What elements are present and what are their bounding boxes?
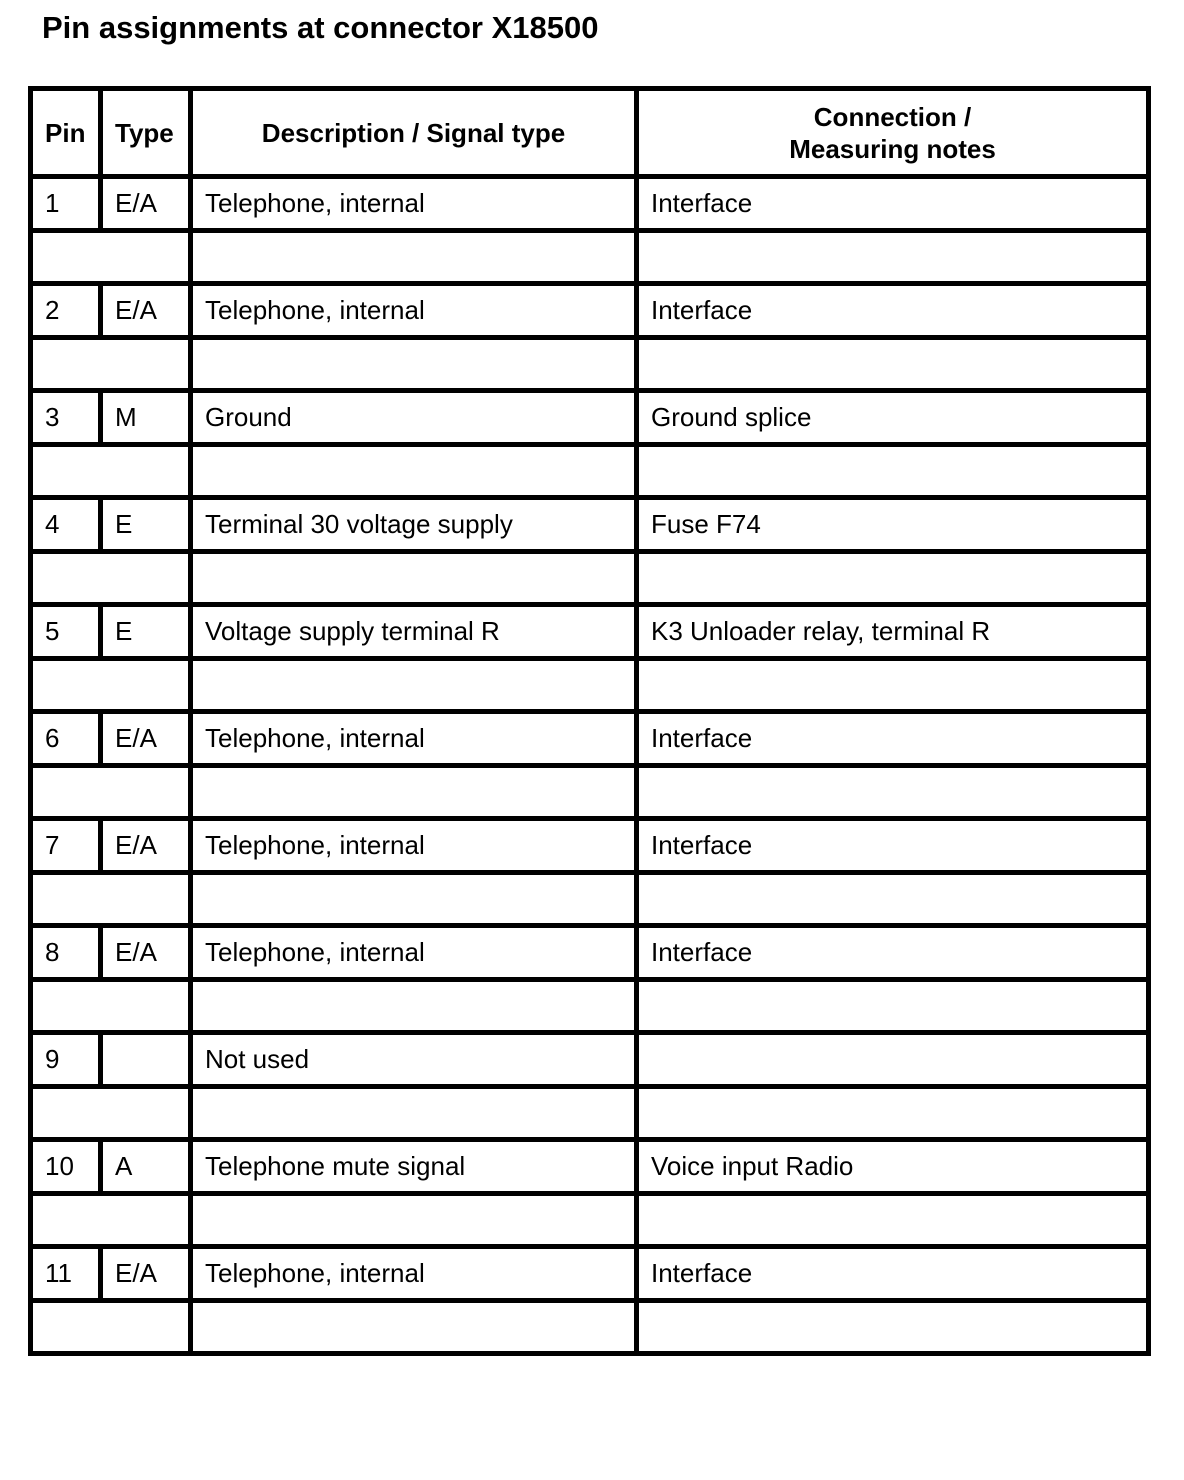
header-connection-line2: Measuring notes (789, 133, 996, 164)
pin-cell: 1 (31, 177, 101, 231)
spacer-cell-pin-type (31, 338, 191, 391)
spacer-cell-pin-type (31, 980, 191, 1033)
connection-cell: Interface (637, 177, 1149, 231)
table-row (31, 605, 1149, 659)
connection-cell: K3 Unloader relay, terminal R (637, 605, 1149, 659)
pin-cell: 4 (31, 498, 101, 552)
type-cell: A (101, 1140, 191, 1194)
spacer-cell-pin-type (31, 873, 191, 926)
spacer-cell-connection (637, 659, 1149, 712)
table-spacer-row (31, 873, 1149, 926)
connection-cell: Voice input Radio (637, 1140, 1149, 1194)
pin-cell: 9 (31, 1033, 101, 1087)
pin-assignment-table (28, 86, 1151, 1356)
spacer-cell-description (191, 1301, 637, 1354)
spacer-cell-description (191, 231, 637, 284)
type-cell: E/A (101, 712, 191, 766)
spacer-cell-connection (637, 766, 1149, 819)
spacer-cell-connection (637, 1194, 1149, 1247)
table-row (31, 177, 1149, 231)
spacer-cell-description (191, 552, 637, 605)
spacer-cell-connection (637, 445, 1149, 498)
table-spacer-row (31, 338, 1149, 391)
spacer-cell-description (191, 659, 637, 712)
type-cell: E/A (101, 819, 191, 873)
header-connection-line1: Connection / (813, 101, 972, 132)
description-cell: Telephone, internal (191, 712, 637, 766)
description-cell: Ground (191, 391, 637, 445)
table-row (31, 712, 1149, 766)
spacer-cell-pin-type (31, 445, 191, 498)
table-spacer-row (31, 659, 1149, 712)
table-header-row (31, 89, 1149, 177)
type-cell: E/A (101, 177, 191, 231)
type-cell: E (101, 605, 191, 659)
description-cell: Telephone mute signal (191, 1140, 637, 1194)
table-row (31, 1140, 1149, 1194)
description-cell: Voltage supply terminal R (191, 605, 637, 659)
description-cell: Telephone, internal (191, 284, 637, 338)
spacer-cell-pin-type (31, 766, 191, 819)
connection-cell: Interface (637, 819, 1149, 873)
connection-cell: Interface (637, 712, 1149, 766)
table-body (31, 177, 1149, 1354)
table-row (31, 498, 1149, 552)
header-pin: Pin (31, 89, 101, 177)
type-cell: E/A (101, 926, 191, 980)
connection-cell: Ground splice (637, 391, 1149, 445)
spacer-cell-connection (637, 1301, 1149, 1354)
header-connection (637, 89, 1149, 177)
type-cell: E/A (101, 1247, 191, 1301)
spacer-cell-description (191, 1087, 637, 1140)
pin-cell: 11 (31, 1247, 101, 1301)
table-row (31, 391, 1149, 445)
table-row (31, 1247, 1149, 1301)
spacer-cell-connection (637, 873, 1149, 926)
spacer-cell-connection (637, 980, 1149, 1033)
spacer-cell-connection (637, 231, 1149, 284)
spacer-cell-pin-type (31, 1087, 191, 1140)
table-spacer-row (31, 1301, 1149, 1354)
type-cell: E/A (101, 284, 191, 338)
spacer-cell-connection (637, 1087, 1149, 1140)
table-spacer-row (31, 1194, 1149, 1247)
table-row (31, 284, 1149, 338)
connection-cell (637, 1033, 1149, 1087)
table-spacer-row (31, 231, 1149, 284)
pin-cell: 5 (31, 605, 101, 659)
connection-cell: Interface (637, 284, 1149, 338)
spacer-cell-description (191, 980, 637, 1033)
header-type: Type (101, 89, 191, 177)
connection-cell: Fuse F74 (637, 498, 1149, 552)
spacer-cell-pin-type (31, 231, 191, 284)
connection-cell: Interface (637, 926, 1149, 980)
spacer-cell-description (191, 445, 637, 498)
description-cell: Telephone, internal (191, 819, 637, 873)
table-spacer-row (31, 1087, 1149, 1140)
spacer-cell-description (191, 873, 637, 926)
table-row (31, 1033, 1149, 1087)
description-cell: Telephone, internal (191, 926, 637, 980)
type-cell: M (101, 391, 191, 445)
description-cell: Not used (191, 1033, 637, 1087)
spacer-cell-pin-type (31, 1301, 191, 1354)
type-cell: E (101, 498, 191, 552)
table-spacer-row (31, 766, 1149, 819)
spacer-cell-pin-type (31, 1194, 191, 1247)
pin-cell: 2 (31, 284, 101, 338)
spacer-cell-description (191, 1194, 637, 1247)
table-row (31, 926, 1149, 980)
spacer-cell-pin-type (31, 552, 191, 605)
table-spacer-row (31, 980, 1149, 1033)
pin-cell: 3 (31, 391, 101, 445)
connection-cell: Interface (637, 1247, 1149, 1301)
pin-cell: 7 (31, 819, 101, 873)
document-title: Pin assignments at connector X18500 (42, 10, 599, 45)
table-spacer-row (31, 552, 1149, 605)
pin-cell: 6 (31, 712, 101, 766)
description-cell: Telephone, internal (191, 1247, 637, 1301)
spacer-cell-connection (637, 338, 1149, 391)
header-description: Description / Signal type (191, 89, 637, 177)
pin-cell: 10 (31, 1140, 101, 1194)
spacer-cell-description (191, 766, 637, 819)
description-cell: Terminal 30 voltage supply (191, 498, 637, 552)
type-cell (101, 1033, 191, 1087)
spacer-cell-description (191, 338, 637, 391)
table-row (31, 819, 1149, 873)
spacer-cell-pin-type (31, 659, 191, 712)
description-cell: Telephone, internal (191, 177, 637, 231)
spacer-cell-connection (637, 552, 1149, 605)
table-spacer-row (31, 445, 1149, 498)
pin-cell: 8 (31, 926, 101, 980)
